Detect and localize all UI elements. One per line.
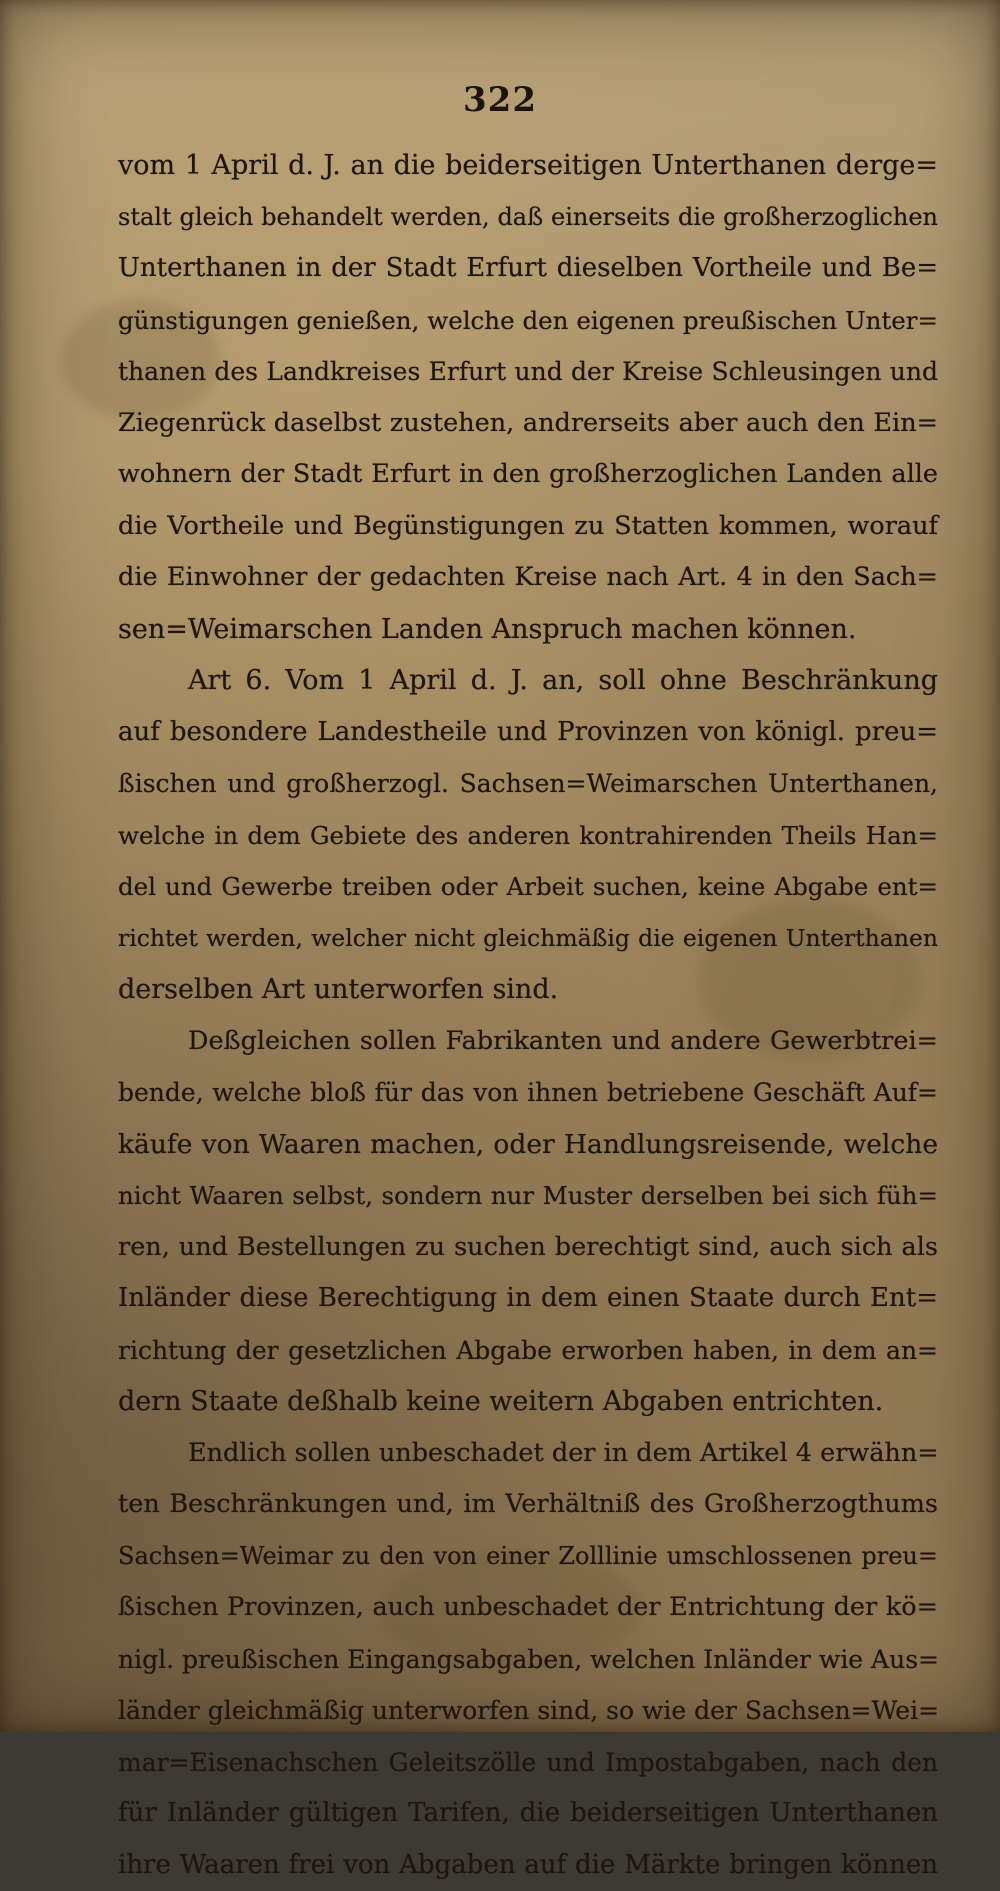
text-line: thanen des Landkreises Erfurt und der Kreise Schleusingen und — [118, 346, 938, 398]
text-line: die Vortheile und Begünstigungen zu Statten kommen, worauf — [118, 501, 938, 553]
text-line: mar=Eisenachschen Geleitszölle und Impostabgaben, nach den — [118, 1737, 938, 1789]
text-line: stalt gleich behandelt werden, daß einerseits die großherzoglichen — [118, 192, 938, 244]
text-line: wohnern der Stadt Erfurt in den großherzoglichen Landen alle — [118, 449, 938, 501]
text-line: Inländer diese Berechtigung in dem einen Staate durch Ent= — [118, 1273, 938, 1325]
text-line: Unterthanen in der Stadt Erfurt dieselben Vortheile und Be= — [118, 243, 938, 295]
text-line: sen=Weimarschen Landen Anspruch machen können. — [118, 604, 938, 656]
body-text — [118, 140, 938, 1891]
text-line: dern Staate deßhalb keine weitern Abgaben entrichten. — [118, 1376, 938, 1428]
article-heading-line: Art 6. Vom 1 April d. J. an, soll ohne Beschränkung — [118, 655, 938, 707]
text-line: auf besondere Landestheile und Provinzen von königl. preu= — [118, 707, 938, 759]
text-line: ßischen und großherzogl. Sachsen=Weimarschen Unterthanen, — [118, 758, 938, 810]
text-line: günstigungen genießen, welche den eigenen preußischen Unter= — [118, 295, 938, 347]
text-line: richtet werden, welcher nicht gleichmäßig die eigenen Unterthanen — [118, 913, 938, 965]
text-line: richtung der gesetzlichen Abgabe erworben haben, in dem an= — [118, 1325, 938, 1377]
text-line: käufe von Waaren machen, oder Handlungsreisende, welche — [118, 1119, 938, 1171]
page-number: 322 — [0, 80, 1000, 120]
text-line: ßischen Provinzen, auch unbeschadet der Entrichtung der kö= — [118, 1582, 938, 1634]
text-line: ihre Waaren frei von Abgaben auf die Märkte bringen können — [118, 1840, 938, 1891]
text-line: für Inländer gültigen Tarifen, die beiderseitigen Unterthanen — [118, 1788, 938, 1840]
text-line: welche in dem Gebiete des anderen kontrahirenden Theils Han= — [118, 810, 938, 862]
text-line: nigl. preußischen Eingangsabgaben, welchen Inländer wie Aus= — [118, 1634, 938, 1686]
text-line: derselben Art unterworfen sind. — [118, 964, 938, 1016]
text-line: länder gleichmäßig unterworfen sind, so wie der Sachsen=Wei= — [118, 1685, 938, 1737]
text-line: ren, und Bestellungen zu suchen berechtigt sind, auch sich als — [118, 1222, 938, 1274]
text-line: die Einwohner der gedachten Kreise nach Art. 4 in den Sach= — [118, 552, 938, 604]
text-line: vom 1 April d. J. an die beiderseitigen Unterthanen derge= — [118, 140, 938, 192]
paragraph-start-line: Endlich sollen unbeschadet der in dem Artikel 4 erwähn= — [118, 1428, 938, 1480]
text-line: bende, welche bloß für das von ihnen betriebene Geschäft Auf= — [118, 1067, 938, 1119]
text-line: nicht Waaren selbst, sondern nur Muster derselben bei sich füh= — [118, 1170, 938, 1222]
paragraph-start-line: Deßgleichen sollen Fabrikanten und andere Gewerbtrei= — [118, 1016, 938, 1068]
text-line: Sachsen=Weimar zu den von einer Zolllinie umschlossenen preu= — [118, 1531, 938, 1583]
text-line: del und Gewerbe treiben oder Arbeit suchen, keine Abgabe ent= — [118, 861, 938, 913]
text-line: ten Beschränkungen und, im Verhältniß des Großherzogthums — [118, 1479, 938, 1531]
text-line: Ziegenrück daselbst zustehen, andrerseits aber auch den Ein= — [118, 398, 938, 450]
